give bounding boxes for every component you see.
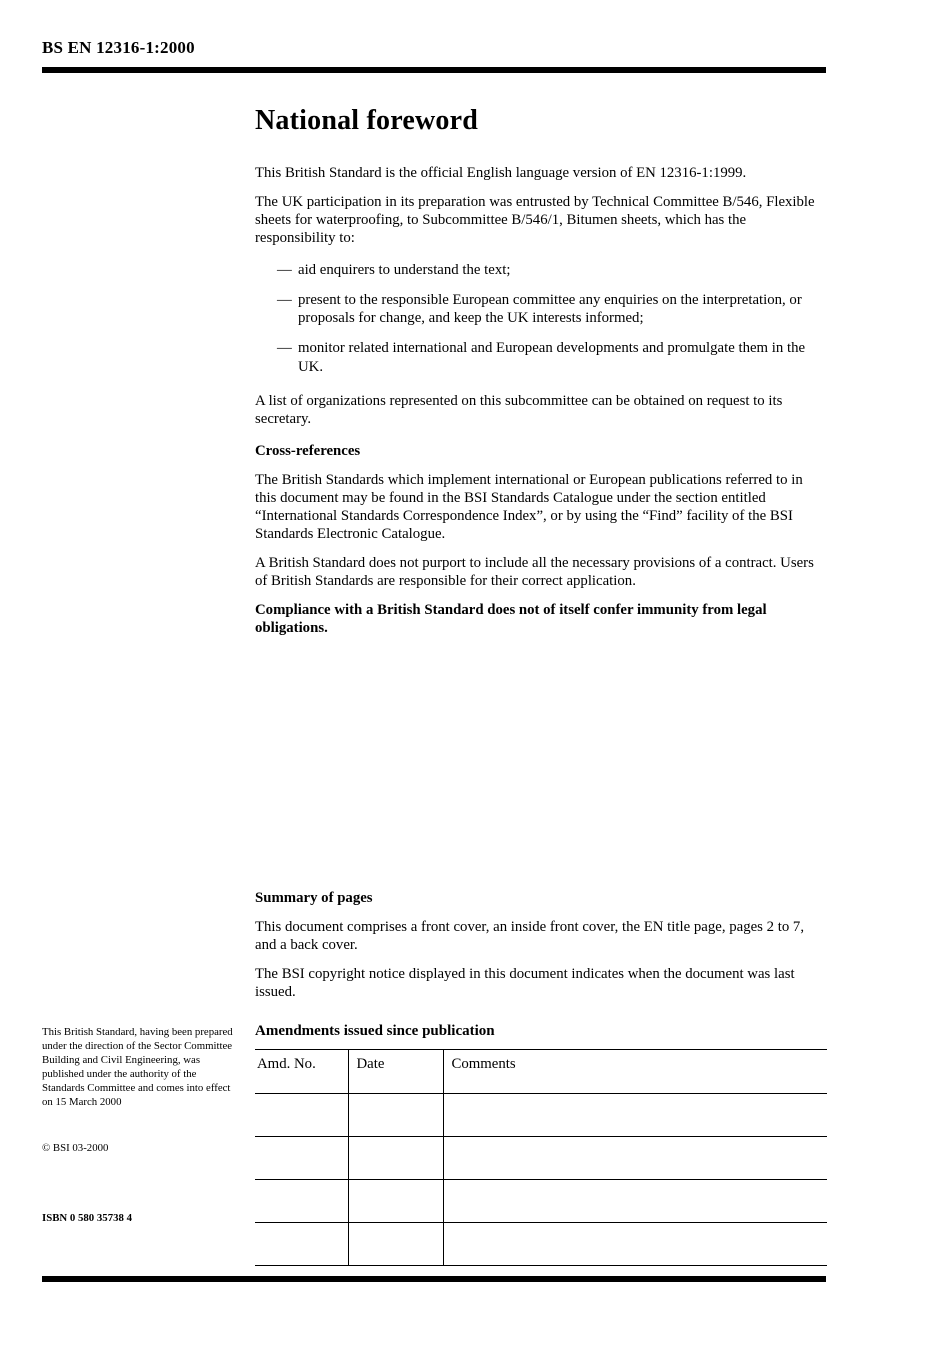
paragraph-cross-references: The British Standards which implement international or European publications referred to in this document may be found in the BSI Standards Catalogue under the section entitled “International Standards Correspondence Index”, or by using the “Find” facility of the BSI Standards Electronic Catalogue. — [255, 471, 803, 542]
column-header-comments: Comments — [443, 1050, 827, 1094]
table-cell — [348, 1094, 443, 1137]
list-item-text: aid enquirers to understand the text; — [298, 262, 511, 279]
isbn-number: ISBN 0 580 35738 4 — [42, 1212, 132, 1225]
amendments-header-row — [255, 1050, 827, 1094]
list-item-text: present to the responsible European committee any enquiries on the interpretation, or proposals for change, and keep the UK interests informed; — [298, 292, 802, 327]
table-cell — [443, 1137, 827, 1180]
table-row — [255, 1137, 827, 1180]
footer-sidebar — [42, 1025, 240, 1225]
paragraph-version: This British Standard is the official English language version of EN 12316-1:1999. — [255, 165, 747, 182]
table-cell — [255, 1180, 348, 1223]
amendments-table — [255, 1049, 827, 1266]
table-row — [255, 1180, 827, 1223]
standard-number: BS EN 12316-1:2000 — [42, 38, 195, 57]
publication-note: This British Standard, having been prepared under the direction of the Sector Committee Building and Civil Engineering, was published under the authority of the Standards Committee and comes into effect on 15 March 2000 — [42, 1026, 233, 1109]
paragraph-organizations: A list of organizations represented on this subcommittee can be obtained on request to its secretary. — [255, 392, 783, 427]
table-cell — [443, 1094, 827, 1137]
paragraph-summary-pages: This document comprises a front cover, an inside front cover, the EN title page, pages 2 to 7, and a back cover. — [255, 919, 805, 954]
table-cell — [348, 1180, 443, 1223]
cross-references-heading: Cross-references — [255, 442, 361, 459]
list-item-text: monitor related international and European developments and promulgate them in the UK. — [298, 340, 806, 375]
table-cell — [443, 1180, 827, 1223]
paragraph-participation: The UK participation in its preparation was entrusted by Technical Committee B/546, Flexible sheets for waterproofing, to Subcommittee B/546/1, Bitumen sheets, which has the responsibility to: — [255, 194, 815, 247]
responsibility-list — [255, 261, 827, 375]
em-dash-bullet: — — [277, 340, 292, 357]
paragraph-compliance: Compliance with a British Standard does not of itself confer immunity from legal obligations. — [255, 602, 767, 637]
column-header-amd-no: Amd. No. — [255, 1050, 348, 1094]
list-item — [255, 261, 827, 279]
amendments-heading: Amendments issued since publication — [255, 1023, 495, 1039]
column-header-date: Date — [348, 1050, 443, 1094]
footer-rule — [42, 1276, 826, 1282]
table-cell — [348, 1137, 443, 1180]
summary-of-pages-heading: Summary of pages — [255, 890, 373, 907]
national-foreword-section — [255, 104, 827, 1012]
table-cell — [443, 1223, 827, 1266]
paragraph-contract: A British Standard does not purport to include all the necessary provisions of a contract. Users of British Standards are responsible for their correct application. — [255, 554, 814, 589]
amendments-section — [255, 1023, 827, 1266]
paragraph-copyright-notice: The BSI copyright notice displayed in this document indicates when the document was last issued. — [255, 966, 795, 1001]
table-cell — [255, 1223, 348, 1266]
table-cell — [255, 1137, 348, 1180]
copyright-notice: © BSI 03-2000 — [42, 1142, 109, 1155]
header-rule — [42, 67, 826, 73]
page-title: National foreword — [255, 105, 478, 136]
em-dash-bullet: — — [277, 262, 292, 279]
list-item — [255, 339, 827, 375]
table-row — [255, 1223, 827, 1266]
table-row — [255, 1094, 827, 1137]
table-cell — [348, 1223, 443, 1266]
em-dash-bullet: — — [277, 292, 292, 309]
table-cell — [255, 1094, 348, 1137]
list-item — [255, 291, 827, 327]
